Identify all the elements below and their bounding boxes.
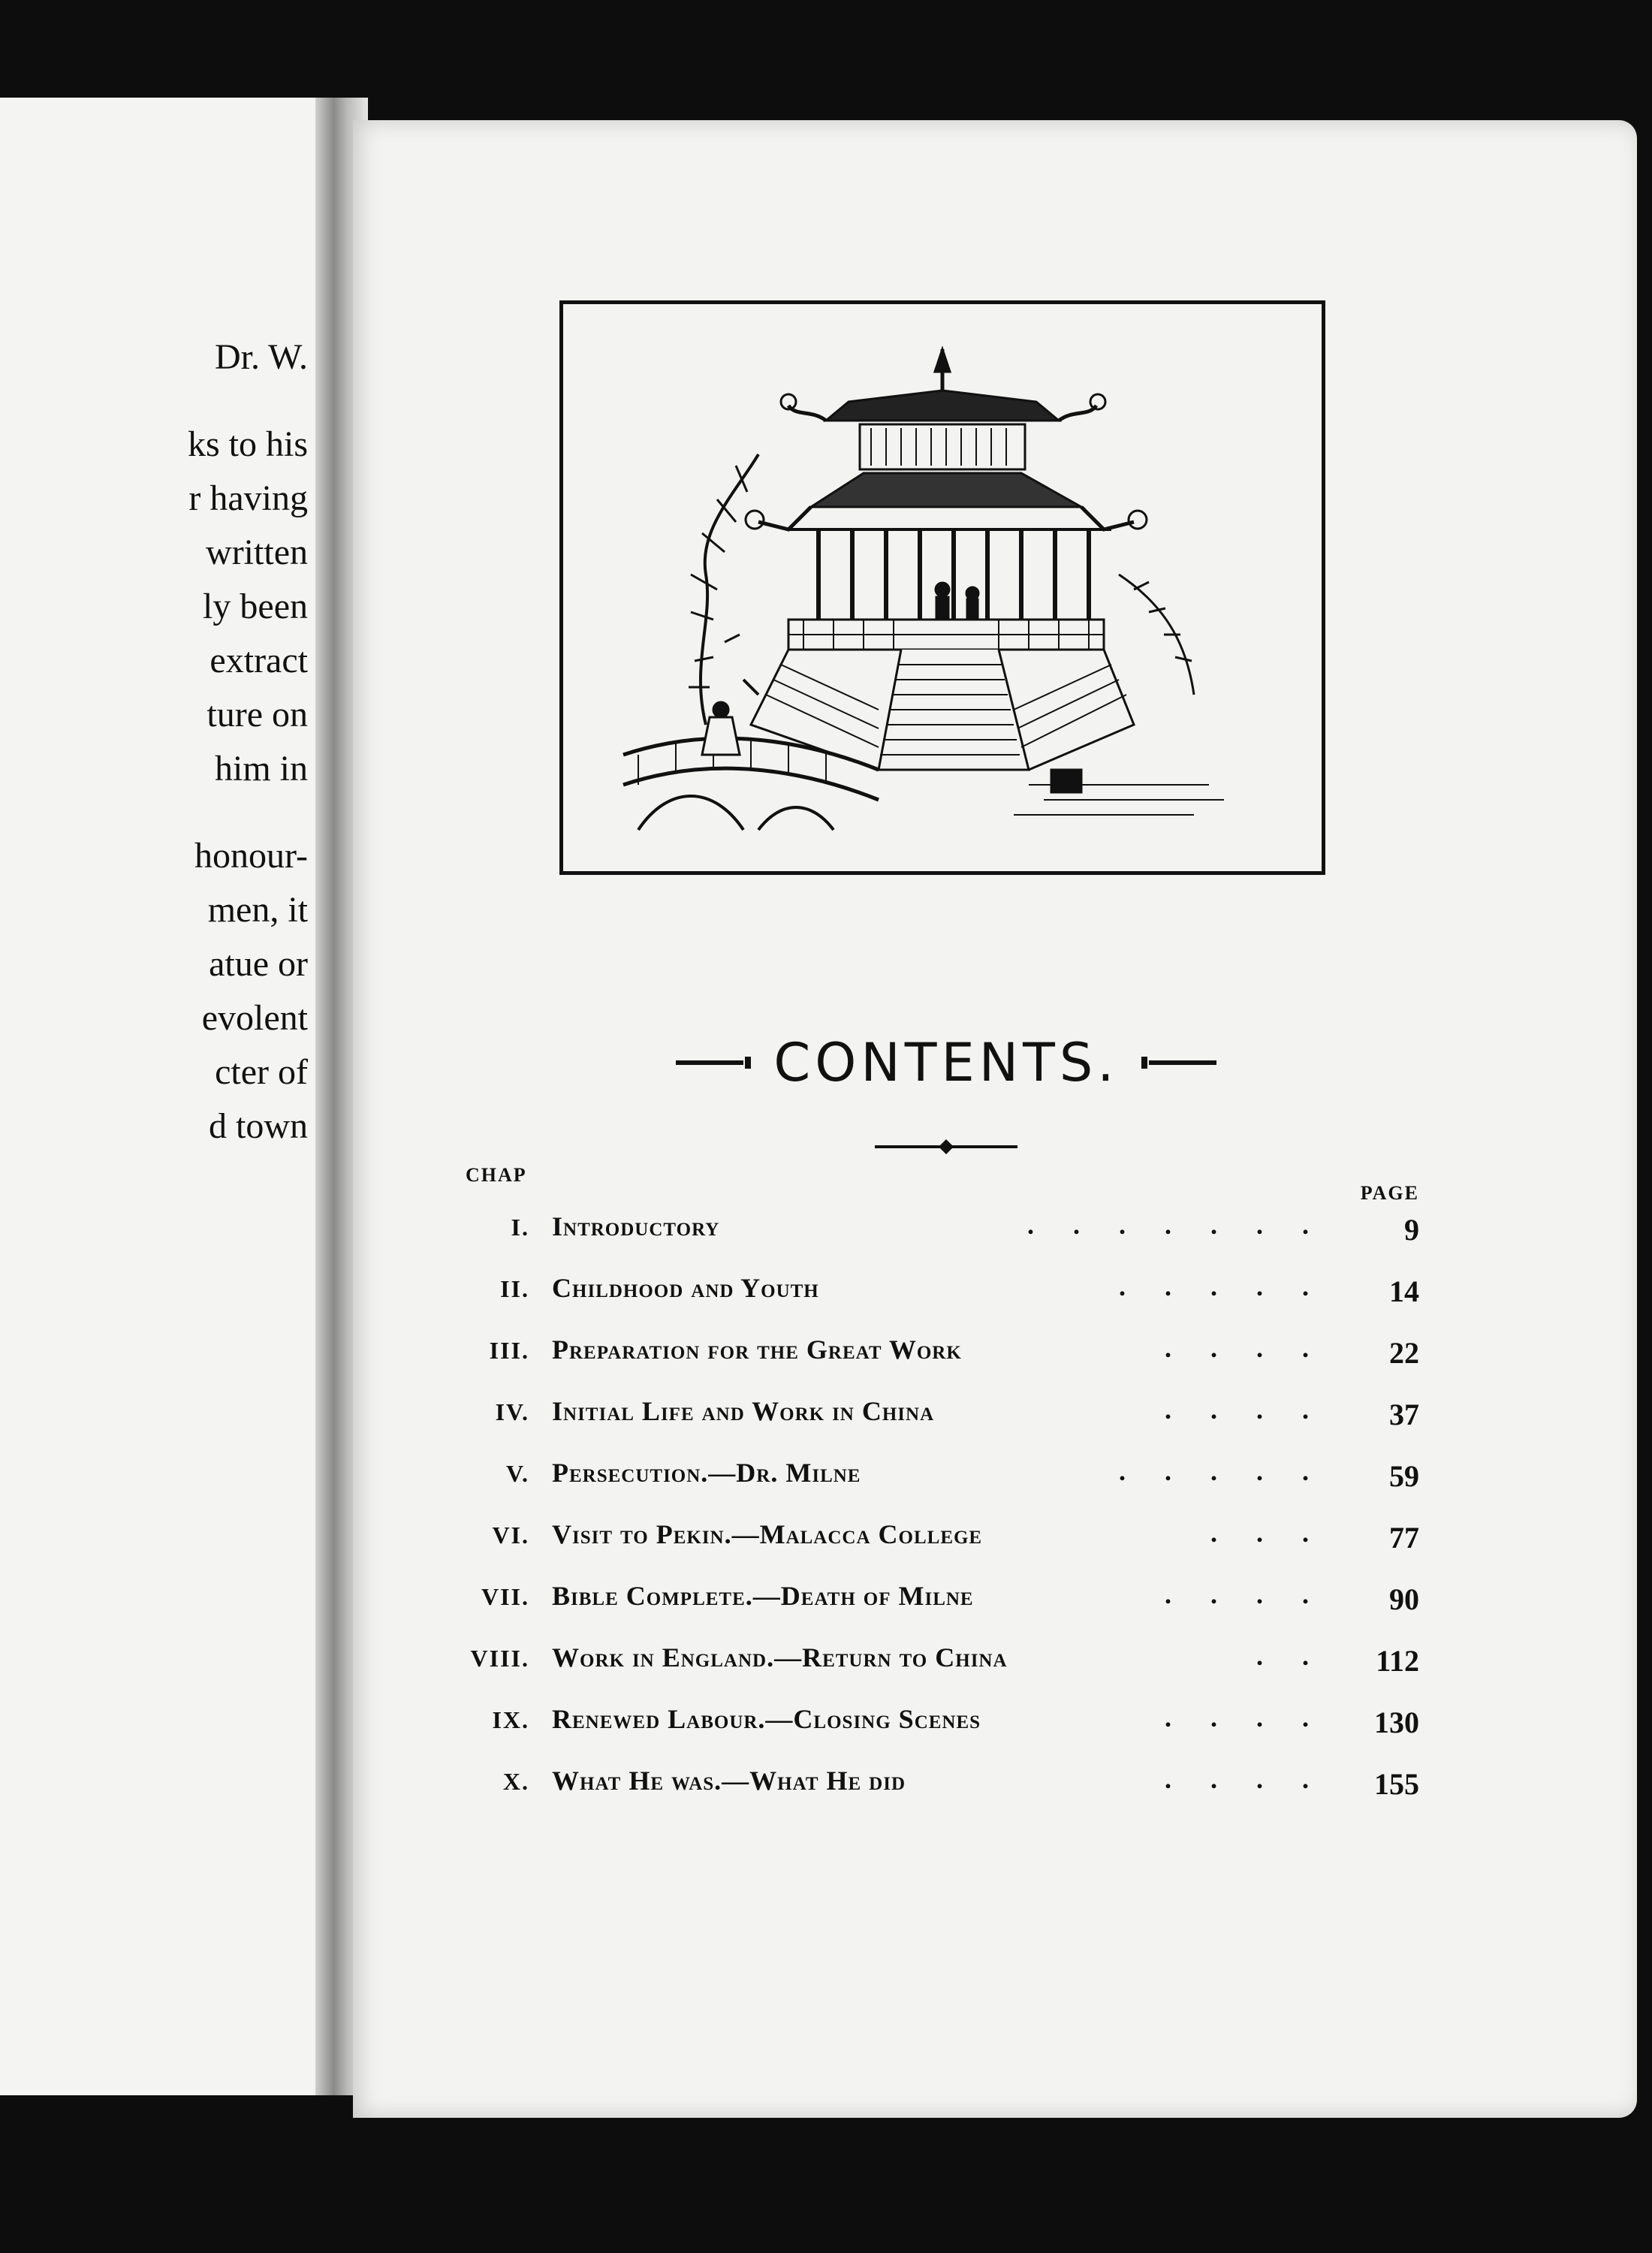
dot-leaders: .. xyxy=(1256,1641,1348,1671)
page-number: 77 xyxy=(1389,1521,1419,1555)
chapter-title: Initial Life and Work in China xyxy=(552,1396,935,1426)
left-line: honour- xyxy=(194,836,308,876)
toc-header xyxy=(462,1164,1438,1202)
left-line: Dr. W. xyxy=(214,337,308,377)
dot-leaders: .... xyxy=(1165,1764,1348,1794)
chapter-number: IX. xyxy=(492,1706,529,1733)
left-line: atue or xyxy=(209,944,308,984)
chapter-title: What He was.—What He did xyxy=(552,1766,906,1796)
chapter-number: VII. xyxy=(481,1583,529,1610)
chapter-number: III. xyxy=(489,1337,529,1364)
page-number: 37 xyxy=(1389,1398,1419,1431)
heading-rule-left xyxy=(676,1060,743,1065)
chap-column-label: CHAP xyxy=(466,1164,527,1186)
page-column-label: PAGE xyxy=(1360,1182,1419,1204)
chapter-number: VI. xyxy=(492,1522,529,1549)
chapter-number: II. xyxy=(500,1275,529,1302)
left-page-text xyxy=(188,330,308,1154)
left-line: extract xyxy=(210,641,308,680)
dot-leaders: .... xyxy=(1165,1703,1348,1733)
left-line: ture on xyxy=(206,695,308,734)
page-number: 9 xyxy=(1404,1213,1419,1247)
page-number: 22 xyxy=(1389,1336,1419,1370)
page-number: 90 xyxy=(1389,1582,1419,1616)
illustration-frame xyxy=(559,300,1325,875)
dot-leaders: ....... xyxy=(1027,1210,1348,1240)
toc-entry xyxy=(462,1325,1438,1386)
page-number: 155 xyxy=(1374,1767,1419,1801)
left-line: men, it xyxy=(207,890,308,930)
chapter-number: V. xyxy=(506,1460,529,1487)
dot-leaders: ..... xyxy=(1119,1271,1348,1301)
toc-entry xyxy=(462,1756,1438,1817)
chapter-title: Renewed Labour.—Closing Scenes xyxy=(552,1704,981,1734)
toc-entry xyxy=(462,1202,1438,1263)
chapter-title: Preparation for the Great Work xyxy=(552,1335,962,1365)
left-line: ks to his xyxy=(187,424,308,464)
page-number: 130 xyxy=(1374,1706,1419,1739)
pagoda-engraving-icon xyxy=(563,304,1322,871)
chapter-title: Childhood and Youth xyxy=(552,1273,819,1303)
heading-rule-right xyxy=(1149,1060,1216,1065)
toc-entry xyxy=(462,1448,1438,1510)
toc-entry xyxy=(462,1571,1438,1633)
left-line: evolent xyxy=(201,998,308,1038)
toc-entry xyxy=(462,1510,1438,1571)
dot-leaders: .... xyxy=(1165,1395,1348,1425)
page-number: 14 xyxy=(1389,1274,1419,1308)
chapter-number: I. xyxy=(511,1214,529,1241)
dot-leaders: .... xyxy=(1165,1333,1348,1363)
ornament-divider-icon xyxy=(875,1136,1017,1158)
dot-leaders: ... xyxy=(1210,1518,1348,1548)
chapter-number: IV. xyxy=(495,1398,529,1425)
toc-entry xyxy=(462,1633,1438,1694)
page-number: 112 xyxy=(1376,1644,1419,1678)
chapter-title: Bible Complete.—Death of Milne xyxy=(552,1581,974,1611)
toc-entry xyxy=(462,1386,1438,1448)
left-line: written xyxy=(206,532,308,572)
page-number: 59 xyxy=(1389,1459,1419,1493)
dot-leaders: .... xyxy=(1165,1579,1348,1609)
left-line: cter of xyxy=(215,1052,308,1092)
left-line: ly been xyxy=(203,587,308,626)
table-of-contents xyxy=(462,1164,1438,1817)
toc-entry xyxy=(462,1694,1438,1756)
chapter-title: Persecution.—Dr. Milne xyxy=(552,1458,861,1488)
chapter-title: Visit to Pekin.—Malacca College xyxy=(552,1519,983,1549)
toc-entry xyxy=(462,1263,1438,1325)
chapter-title: Work in England.—Return to China xyxy=(552,1642,1008,1672)
dot-leaders: ..... xyxy=(1119,1456,1348,1486)
left-line: d town xyxy=(209,1106,308,1146)
chapter-number: VIII. xyxy=(470,1645,529,1672)
chapter-title: Introductory xyxy=(552,1211,720,1241)
left-line: r having xyxy=(188,478,308,518)
left-facing-page xyxy=(0,98,315,2095)
contents-heading-text: CONTENTS. xyxy=(773,1032,1119,1093)
contents-heading xyxy=(661,1029,1231,1096)
left-line: him in xyxy=(214,749,308,789)
chapter-number: X. xyxy=(502,1768,529,1795)
